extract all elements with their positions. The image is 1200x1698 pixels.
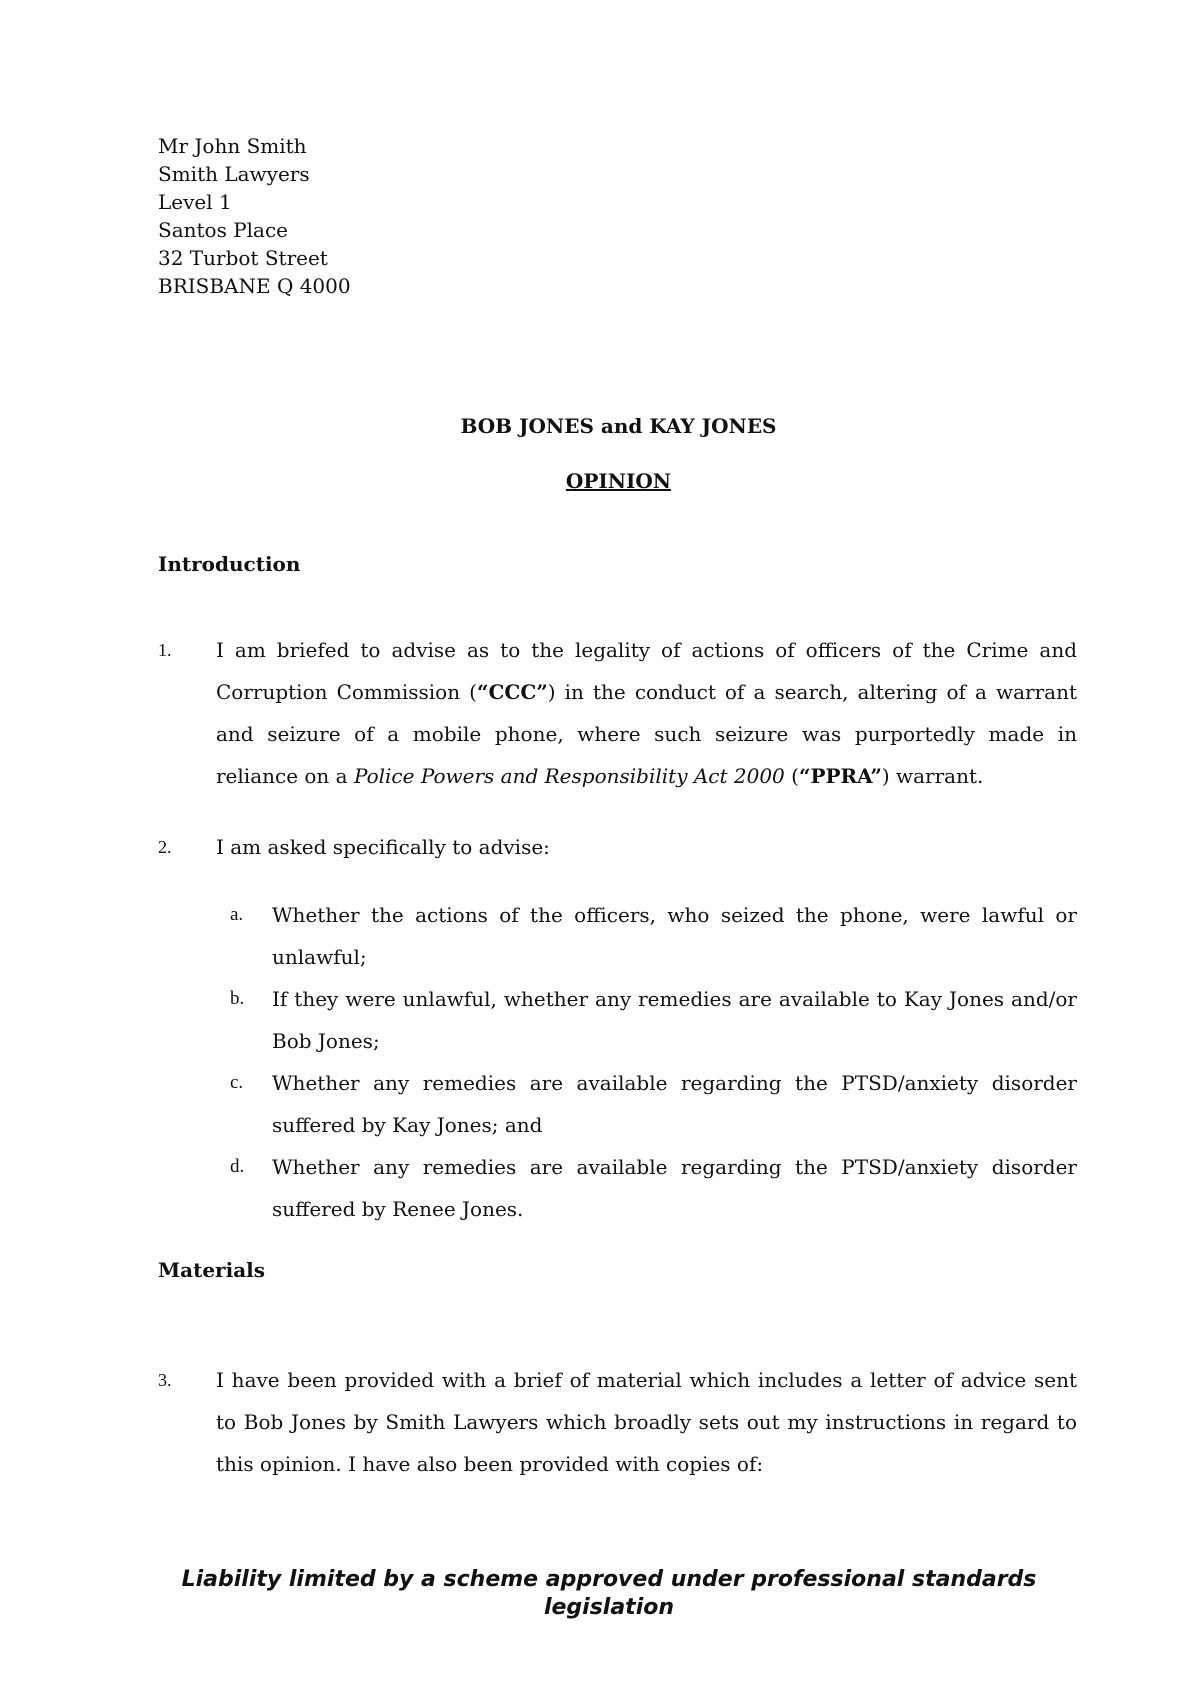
paragraph-text: I have been provided with a brief of material which includes a letter of advice sent to Bob Jones by Smith Lawyers which broadly sets out my instructions in regard to this opinion. I have also been provided with copies of:	[216, 1368, 1077, 1476]
list-item-letter: c.	[230, 1072, 244, 1093]
address-line: 32 Turbot Street	[158, 246, 328, 270]
liability-footer	[0, 1566, 1200, 1622]
footer-line: Liability limited by a scheme approved under professional standards	[181, 1567, 1037, 1592]
section-heading-materials: Materials	[158, 1258, 266, 1282]
address-line: Smith Lawyers	[158, 162, 310, 186]
text-run: ) in the conduct of a search, altering of a warrant and seizure of a mobile phone, where such seizure was purportedly made in reliance on a	[216, 680, 1077, 788]
paragraph-3	[158, 1359, 1077, 1485]
list-item-letter: a.	[230, 904, 244, 925]
paragraph-number: 2.	[158, 837, 172, 857]
act-name: Police Powers and Responsibility Act 2000	[353, 764, 785, 788]
address-line: BRISBANE Q 4000	[158, 274, 351, 298]
defined-term-ppra: “PPRA”	[798, 764, 882, 788]
paragraph-1	[158, 629, 1077, 797]
list-item-text: Whether any remedies are available regarding the PTSD/anxiety disorder suffered by Renee Jones.	[272, 1155, 1077, 1221]
list-item-letter: d.	[230, 1156, 245, 1177]
paragraph-text	[216, 629, 1077, 797]
list-item-text: Whether any remedies are available regarding the PTSD/anxiety disorder suffered by Kay Jones; and	[272, 1071, 1077, 1137]
advice-questions-list	[214, 894, 1077, 1230]
address-line: Santos Place	[158, 218, 289, 242]
text-run: ) warrant.	[881, 764, 984, 788]
recipient-address	[158, 132, 351, 300]
defined-term-ccc: “CCC”	[476, 680, 548, 704]
paragraph-number: 1.	[158, 640, 172, 660]
matter-title: BOB JONES and KAY JONES	[460, 414, 777, 438]
document-type-title: OPINION	[565, 469, 672, 493]
list-item-text: Whether the actions of the officers, who seized the phone, were lawful or unlawful;	[272, 903, 1077, 969]
text-run: I am briefed to advise as to the legality of actions of officers of the Crime and Corruption Commission (	[216, 638, 1077, 704]
address-line: Mr John Smith	[158, 134, 307, 158]
paragraph-text: I am asked specifically to advise:	[216, 835, 550, 859]
list-item	[214, 1146, 1077, 1230]
paragraph-2	[158, 826, 1077, 868]
list-item	[214, 978, 1077, 1062]
footer-line: legislation	[543, 1595, 675, 1620]
text-run: (	[784, 764, 799, 788]
paragraph-number: 3.	[158, 1370, 172, 1390]
list-item-text: If they were unlawful, whether any remedies are available to Kay Jones and/or Bob Jones;	[272, 987, 1077, 1053]
list-item	[214, 1062, 1077, 1146]
list-item	[214, 894, 1077, 978]
address-line: Level 1	[158, 190, 232, 214]
section-heading-introduction: Introduction	[158, 552, 301, 576]
list-item-letter: b.	[230, 988, 245, 1009]
